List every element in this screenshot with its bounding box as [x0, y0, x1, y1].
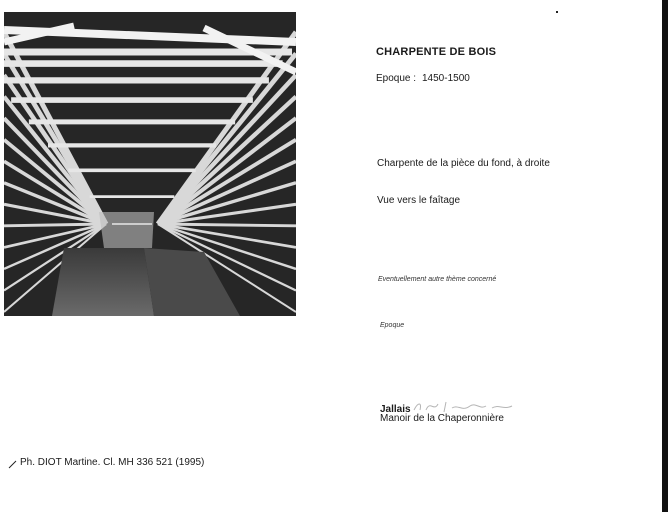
record-title: CHARPENTE DE BOIS [376, 46, 497, 58]
left-rafter [4, 224, 106, 226]
right-rafter [158, 224, 296, 226]
description-line-1: Charpente de la pièce du fond, à droite [377, 158, 550, 169]
epoque-value: 1450-1500 [422, 73, 470, 84]
handwritten-annotation [412, 398, 522, 416]
site-name: Manoir de la Chaperonnière [380, 413, 504, 424]
theme-hint: Eventuellement autre thème concerné [378, 276, 497, 283]
epoque-hint: Epoque [380, 322, 405, 329]
description-line-2: Vue vers le faîtage [377, 195, 461, 206]
roof-truss-photo [4, 12, 296, 316]
roof-truss-photo-drawing [4, 12, 296, 316]
scan-speck [556, 11, 558, 13]
tick-mark-icon [8, 459, 18, 469]
photo-credit: Ph. DIOT Martine. Cl. MH 336 521 (1995) [20, 457, 205, 468]
commune-name: Jallais [380, 404, 411, 415]
epoque-label: Epoque : [376, 73, 417, 84]
scan-edge-border [662, 0, 668, 512]
